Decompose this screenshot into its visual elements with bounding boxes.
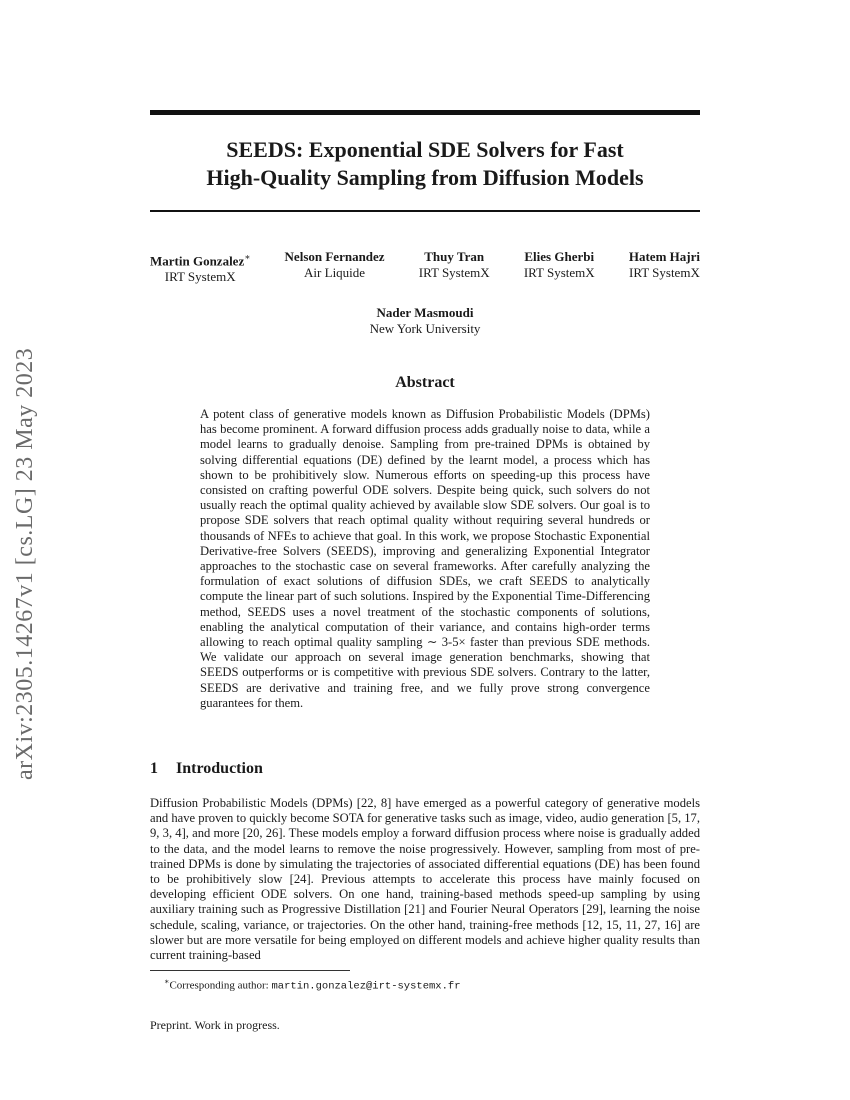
author-affiliation: IRT SystemX [628, 265, 700, 280]
author-block [419, 249, 490, 285]
author-affiliation: IRT SystemX [418, 265, 490, 280]
footnote-email[interactable]: martin.gonzalez@irt-systemx.fr [271, 980, 461, 993]
section-title: Introduction [176, 760, 263, 777]
author-affiliation: New York University [369, 321, 481, 336]
author-affiliation: IRT SystemX [523, 265, 595, 280]
title-bottom-rule [150, 210, 700, 212]
abstract-heading: Abstract [395, 374, 455, 391]
footnote-rule [150, 970, 350, 971]
author-name: Thuy Tran [424, 249, 485, 264]
author-name: Nader Masmoudi [376, 305, 474, 320]
arxiv-identifier: arXiv:2305.14267v1 [cs.LG] 23 May 2023 [12, 347, 38, 780]
author-affiliation: Air Liquide [304, 265, 366, 280]
footnote-text: Corresponding author: [169, 979, 272, 992]
author-block [150, 249, 250, 285]
section-heading [150, 760, 263, 778]
author-name: Elies Gherbi [524, 249, 595, 264]
author-block [524, 249, 595, 285]
author-list [150, 249, 700, 285]
author-name: Nelson Fernandez [284, 249, 385, 264]
author-footnote-mark: ∗ [244, 252, 251, 262]
author-block-second-row [150, 305, 700, 337]
paper-title [150, 136, 700, 192]
footnote-mark: ∗ [164, 977, 170, 986]
author-block [629, 249, 700, 285]
footnote [164, 975, 461, 994]
title-line-1: SEEDS: Exponential SDE Solvers for Fast [226, 137, 624, 162]
introduction-paragraph: Diffusion Probabilistic Models (DPMs) [22, 8] have emerged as a powerful category of generative models and have proven to quickly become SOTA for generative tasks such as image, video, audio generation [5, 17, 9, 3, 4], and more [20, 26]. These models employ a forward diffusion process where noise is gradually added to the data, and the model learns to remove the noise progressively. However, sampling from most of pre-trained DPMs is done by simulating the trajectories of associated differential equations (DE) has been found to be prohibitively slow [24]. Previous attempts to accelerate this process have mainly focused on developing efficient ODE solvers. On one hand, training-based methods speed-up sampling by using auxiliary training such as Progressive Distillation [21] and Fourier Neural Operators [29], learning the noise schedule, scaling, variance, or trajectories. On the other hand, training-free methods [12, 15, 11, 27, 16] are slower but are more versatile for being employed on different models and achieve higher quality results than current training-based [150, 796, 700, 963]
section-number: 1 [150, 760, 158, 777]
author-affiliation: IRT SystemX [164, 269, 236, 285]
abstract-text: A potent class of generative models known as Diffusion Probabilistic Models (DPMs) has become prominent. A forward diffusion process adds gradually noise to data, while a model learns to gradually denoise. Sampling from pre-trained DPMs is obtained by solving differential equations (DE) defined by the learnt model, a process which has shown to be prohibitively slow. Numerous efforts on speeding-up this process have consisted on crafting powerful ODE solvers. Despite being quick, such solvers do not usually reach the optimal quality achieved by available slow SDE solvers. Our goal is to propose SDE solvers that reach optimal quality without requiring several hundreds or thousands of NFEs to achieve that goal. In this work, we propose Stochastic Exponential Derivative-free Solvers (SEEDS), improving and generalizing Exponential Integrator approaches to the stochastic case on several frameworks. After carefully analyzing the formulation of exact solutions of diffusion SDEs, we craft SEEDS to analytically compute the linear part of such solutions. Inspired by the Exponential Time-Differencing method, SEEDS uses a novel treatment of the stochastic components of solutions, enabling the analytical computation of their variance, and contains high-order terms allowing to reach optimal quality sampling ∼ 3-5× faster than previous SDE methods. We validate our approach on several image generation benchmarks, showing that SEEDS outperforms or is competitive with previous SDE solvers. Contrary to the latter, SEEDS are derivative and training free, and we fully prove strong convergence guarantees for them. [200, 407, 650, 710]
author-name: Martin Gonzalez [150, 253, 245, 269]
title-line-2: High-Quality Sampling from Diffusion Models [206, 165, 644, 190]
author-name: Hatem Hajri [628, 249, 700, 264]
preprint-notice: Preprint. Work in progress. [150, 1018, 280, 1032]
title-top-rule [150, 110, 700, 115]
author-block [285, 249, 385, 285]
